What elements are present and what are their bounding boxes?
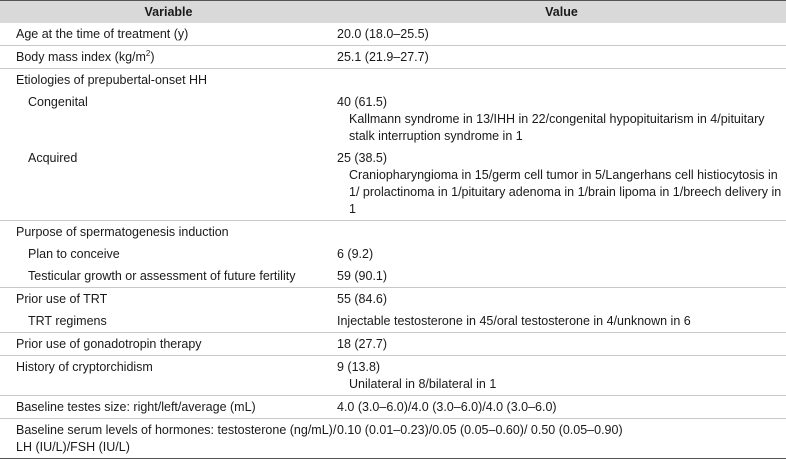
- table-row: [0, 147, 786, 220]
- row-variable: Testicular growth or assessment of future fertility: [28, 269, 296, 283]
- row-variable: TRT regimens: [28, 314, 107, 328]
- table-row: [0, 23, 786, 45]
- row-value: 18 (27.7): [337, 337, 388, 351]
- row-variable: Age at the time of treatment (y): [16, 27, 189, 41]
- row-variable: Prior use of gonadotropin therapy: [16, 337, 202, 351]
- row-value: 20.0 (18.0–25.5): [337, 27, 429, 41]
- table-row: [0, 418, 786, 458]
- row-value-detail: Kallmann syndrome in 13/IHH in 22/congenital hypopituitarism in 4/pituitary stalk interruption syndrome in 1: [349, 112, 765, 143]
- table-header: [0, 1, 786, 23]
- row-value: 25.1 (21.9–27.7): [337, 50, 429, 64]
- row-variable: Congenital: [28, 95, 88, 109]
- table-row: [0, 220, 786, 243]
- row-value: [337, 221, 786, 243]
- row-variable: History of cryptorchidism: [16, 360, 153, 374]
- row-value: [337, 69, 786, 91]
- table-row: [0, 310, 786, 332]
- table-row: [0, 265, 786, 287]
- row-variable: Etiologies of prepubertal-onset HH: [16, 73, 208, 87]
- table-row: [0, 68, 786, 91]
- row-value: 40 (61.5) Kallmann syndrome in 13/IHH in 22/congenital hypopituitarism in 4/pituitary stalk interruption syndrome in 1: [337, 91, 786, 147]
- table-row: [0, 332, 786, 355]
- row-variable: Body mass index $(kg/m^2)$: [16, 48, 155, 64]
- row-value: 4.0 (3.0–6.0)/4.0 (3.0–6.0)/4.0 (3.0–6.0): [337, 400, 557, 414]
- row-variable: Purpose of spermatogenesis induction: [16, 225, 229, 239]
- row-variable: Acquired: [28, 151, 78, 165]
- table-row: [0, 91, 786, 147]
- row-value: 9 (13.8) Unilateral in 8/bilateral in 1: [337, 356, 786, 395]
- table-row: [0, 243, 786, 265]
- row-value: 6 (9.2): [337, 247, 374, 261]
- row-variable: Baseline serum levels of hormones: testosterone (ng/mL)/ LH (IU/L)/FSH (IU/L): [16, 423, 337, 454]
- header-value: Value: [545, 5, 578, 19]
- table-row: [0, 45, 786, 68]
- row-value: Injectable testosterone in 45/oral testosterone in 4/unknown in 6: [337, 314, 691, 328]
- row-value: 0.10 (0.01–0.23)/0.05 (0.05–0.60)/ 0.50 (0.05–0.90): [337, 423, 623, 437]
- row-value: 55 (84.6): [337, 292, 388, 306]
- row-variable: Plan to conceive: [28, 247, 120, 261]
- header-variable: Variable: [144, 5, 193, 19]
- table-row: [0, 287, 786, 310]
- table-row: [0, 355, 786, 395]
- table-row: [0, 395, 786, 418]
- row-value: 25 (38.5) Craniopharyngioma in 15/germ cell tumor in 5/Langerhans cell histiocytosis in 1/ prolactinoma in 1/pituitary adenoma in 1/brain lipoma in 1/breech delivery in 1: [337, 147, 786, 220]
- row-value-detail: Unilateral in 8/bilateral in 1: [349, 377, 497, 391]
- row-variable: Baseline testes size: right/left/average (mL): [16, 400, 256, 414]
- row-value: 59 (90.1): [337, 269, 388, 283]
- row-variable: Prior use of TRT: [16, 292, 108, 306]
- row-value-detail: Craniopharyngioma in 15/germ cell tumor in 5/Langerhans cell histiocytosis in 1/ prolactinoma in 1/pituitary adenoma in 1/brain lipoma in 1/breech delivery in 1: [349, 168, 782, 216]
